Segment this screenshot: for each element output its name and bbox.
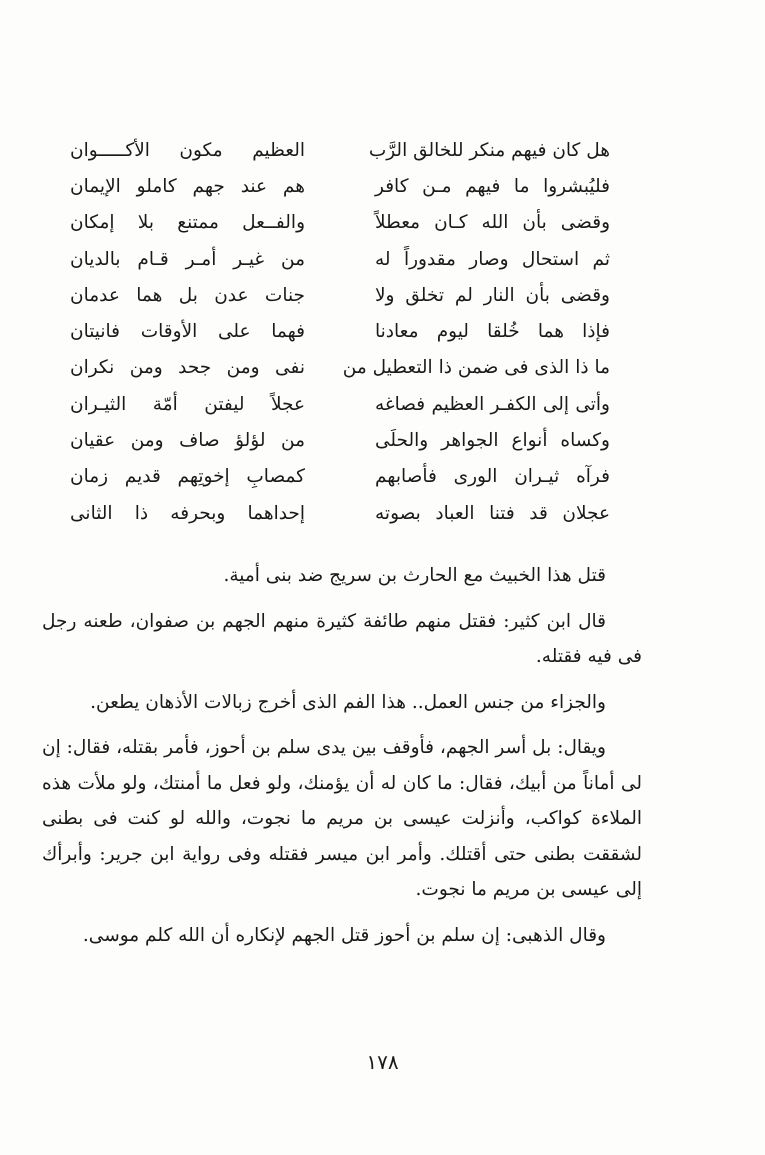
verse-second-hemistich: نفى ومن جحد ومن نكران [70,357,305,379]
poem-block [70,132,610,531]
verse-row [70,241,610,277]
prose-block [42,558,642,963]
verse-row [70,313,610,349]
verse-second-hemistich: العظيم مكون الأكـــــوان [70,139,305,161]
verse-row [70,205,610,241]
verse-row [70,132,610,168]
verse-row [70,168,610,204]
verse-first-hemistich: هل كان فيهم منكر للخالق الرَّب [368,139,610,161]
verse-row [70,422,610,458]
verse-first-hemistich: فليُبشروا ما فيهم مـن كافر [375,175,610,197]
verse-first-hemistich: وقضى بأن الله كـان معطلاً [375,212,610,234]
verse-second-hemistich: عجلاً ليفتن أمّة الثيـران [70,393,305,415]
verse-second-hemistich: من لؤلؤ صاف ومن عقيان [70,430,305,452]
verse-second-hemistich: إحداهما وبحرفه ذا الثانى [70,502,305,524]
verse-second-hemistich: هم عند جهم كاملو الإيمان [70,175,305,197]
page-number: ١٧٨ [366,1050,399,1074]
verse-row [70,386,610,422]
verse-first-hemistich: ما ذا الذى فى ضمن ذا التعطيل من [342,357,610,379]
verse-row [70,495,610,531]
verse-first-hemistich: وكساه أنواع الجواهر والحلَى [375,430,610,452]
verse-row [70,350,610,386]
paragraph: وقال الذهبى: إن سلم بن أحوز قتل الجهم لإنكاره أن الله كلم موسى. [82,924,606,946]
verse-first-hemistich: فإذا هما خُلقا ليوم معادنا [375,321,610,343]
verse-second-hemistich: فهما على الأوقات فانيتان [70,321,305,343]
verse-first-hemistich: ثم استحال وصار مقدوراً له [375,248,610,270]
paragraph: قال ابن كثير: فقتل منهم طائفة كثيرة منهم الجهم بن صفوان، طعنه رجل فى فيه فقتله. [42,610,642,667]
verse-row [70,459,610,495]
verse-first-hemistich: عجلان قد فتنا العباد بصوته [375,502,610,524]
verse-second-hemistich: من غيـر أمـر قـام بالديان [70,248,305,270]
verse-second-hemistich: والفــعل ممتنع بلا إمكان [70,212,305,234]
verse-first-hemistich: وقضى بأن النار لم تخلق ولا [375,284,610,306]
verse-second-hemistich: جنات عدن بل هما عدمان [70,284,305,306]
paragraph: ويقال: بل أسر الجهم، فأوقف بين يدى سلم بن أحوز، فأمر بقتله، فقال: إن لى أماناً من أبيك، فقال: ما كان له أن يؤمنك، ولو فعل ما أمنتك، ولو ملأت هذه الملاءة كواكب، وأنزلت عيسى بن مريم ما نجوت، والله لو كنت فى بطنى لشققت بطنى حتى أقتلك. وأمر ابن ميسر فقتله وفى رواية ابن جرير: وأبرأك إلى عيسى بن مريم ما نجوت. [42,737,642,900]
verse-second-hemistich: كمصابِ إخوتِهم قديم زمان [70,466,305,488]
paragraph: والجزاء من جنس العمل.. هذا الفم الذى أخرج زبالات الأذهان يطعن. [90,691,606,713]
verse-first-hemistich: فرآه ثيـران الورى فأصابهم [375,466,610,488]
verse-first-hemistich: وأتى إلى الكفـر العظيم فصاغه [375,393,610,415]
paragraph: قتل هذا الخبيث مع الحارث بن سريج ضد بنى أمية. [223,565,606,586]
verse-row [70,277,610,313]
